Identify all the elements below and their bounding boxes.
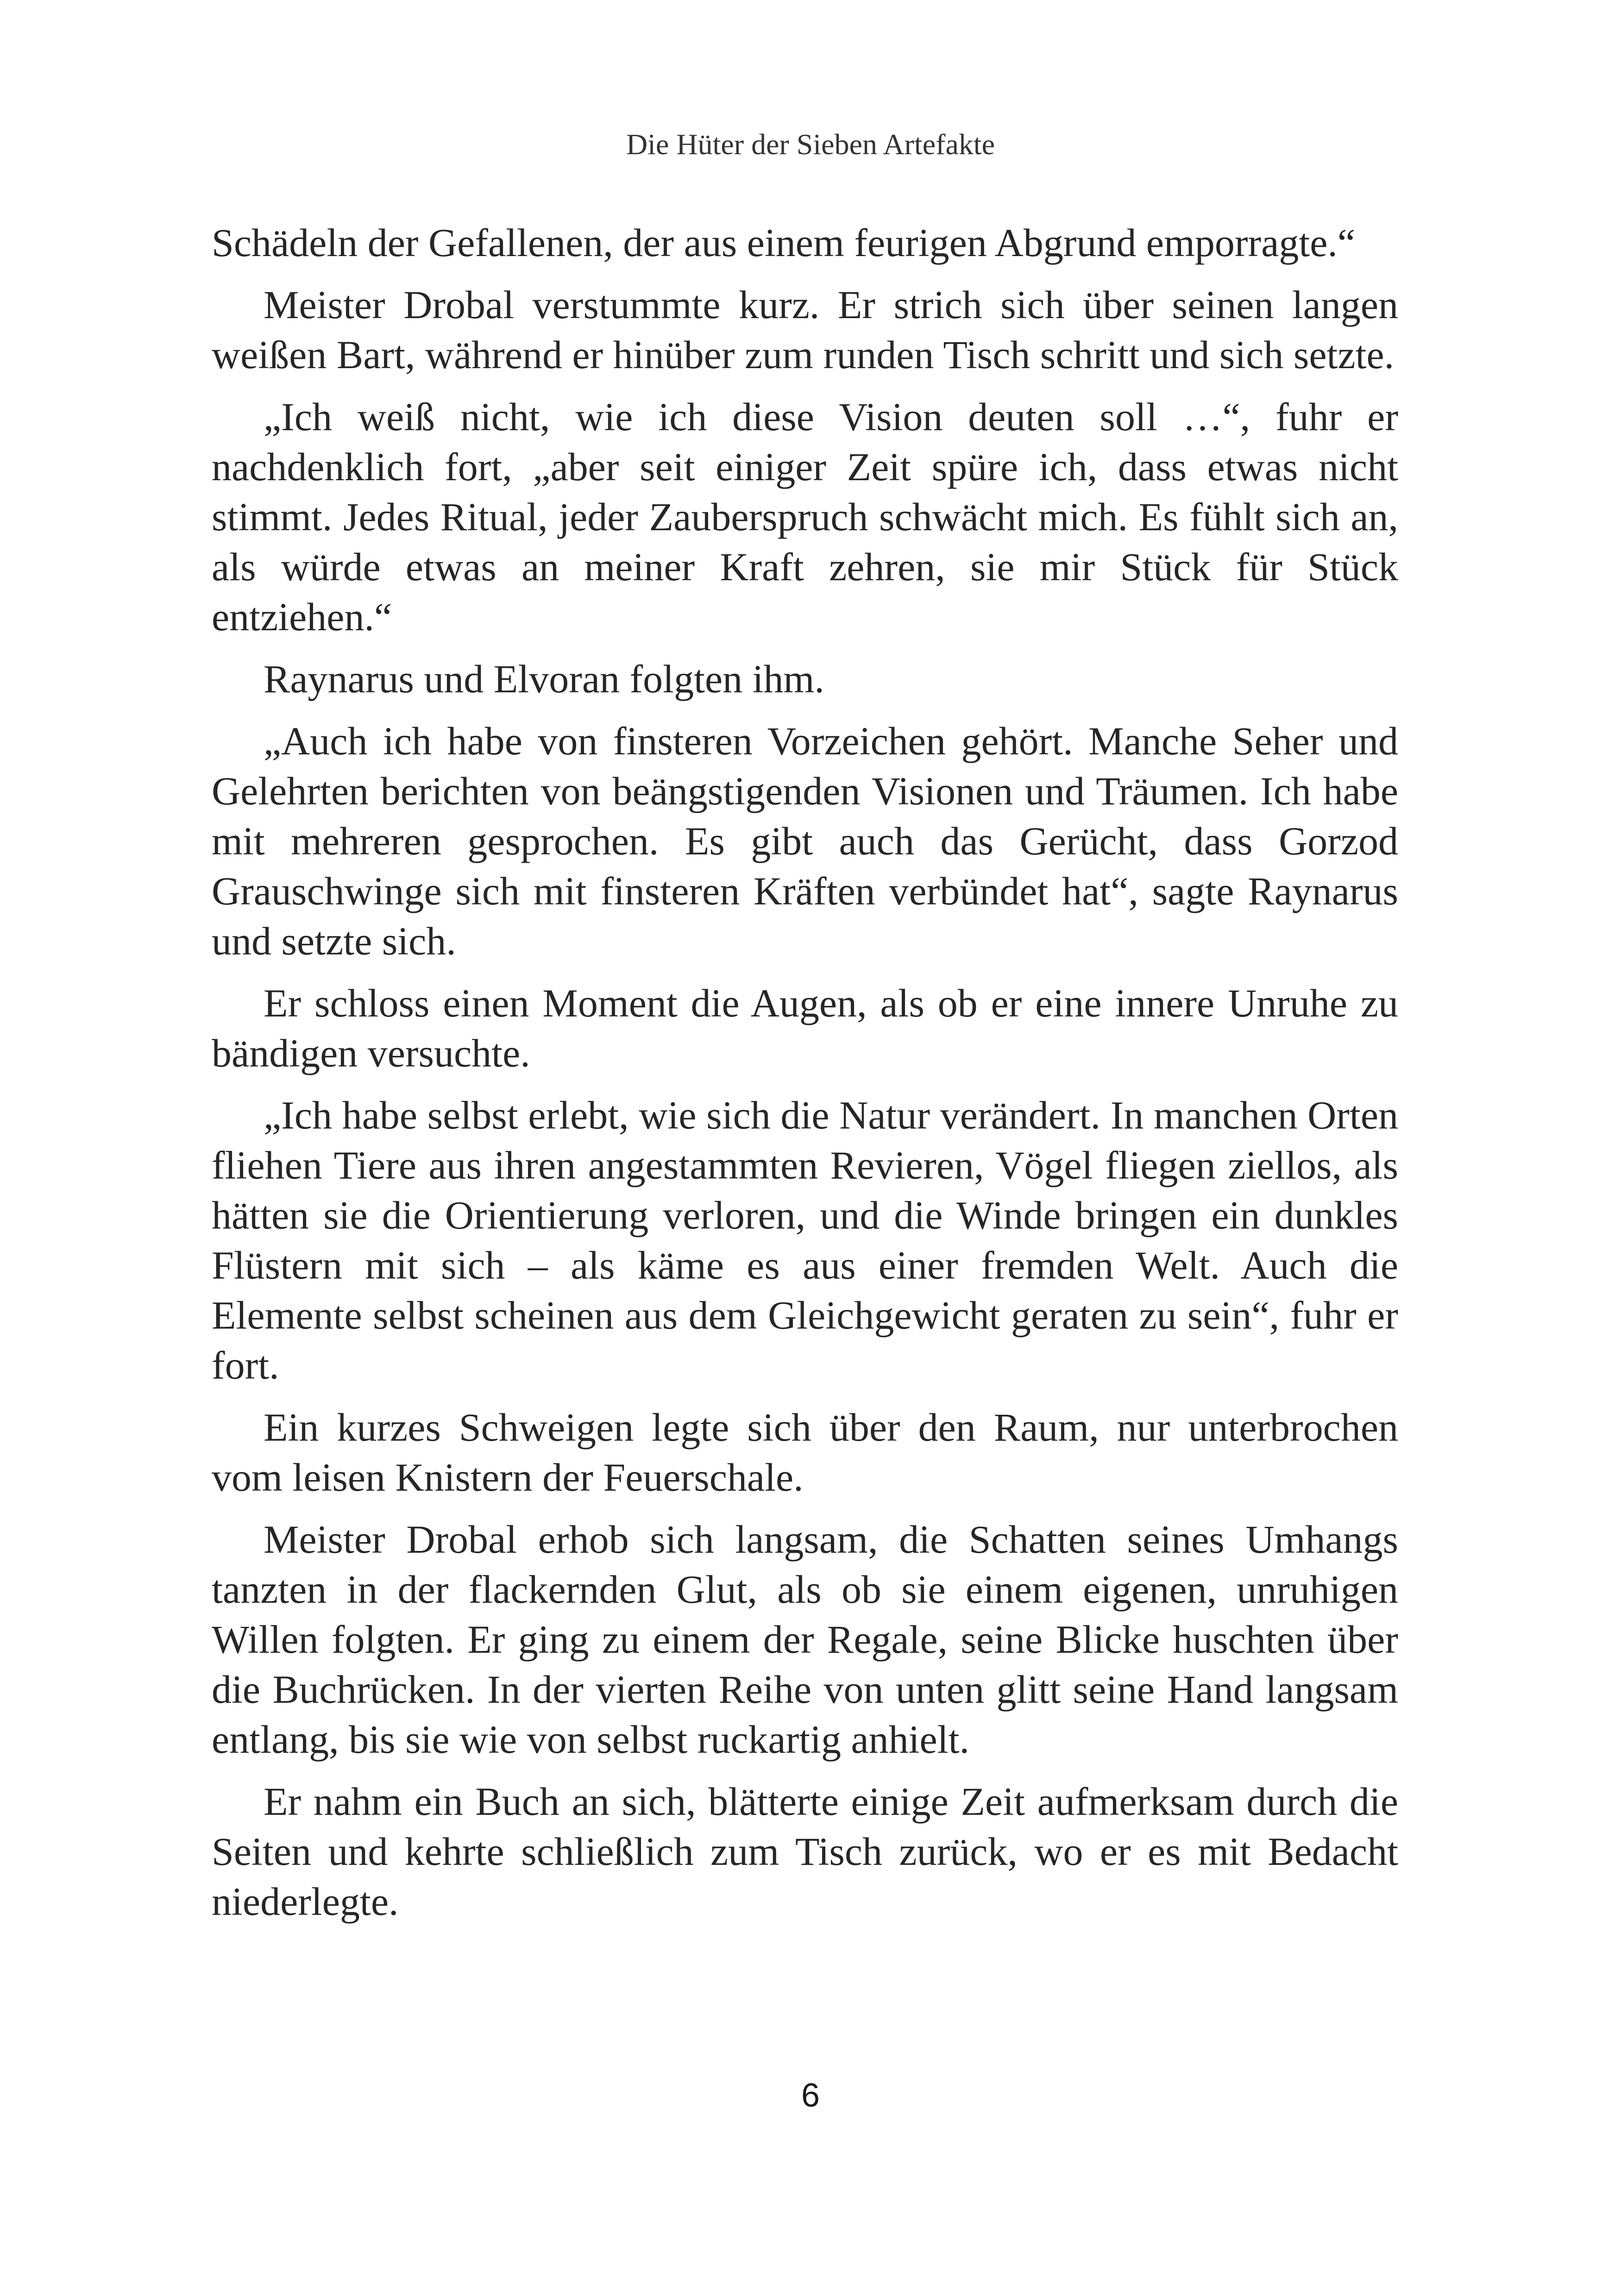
paragraph: „Ich habe selbst erlebt, wie sich die Natur verändert. In manchen Orten fliehen Tiere aus ihren angestammten Revieren, Vögel fliegen ziellos, als hätten sie die Orientierung verloren, und die Winde bringen ein dunkles Flüstern mit sich – als käme es aus einer fremden Welt. Auch die Elemente selbst scheinen aus dem Gleichgewicht geraten zu sein“, fuhr er fort. <box>212 1093 1398 1387</box>
paragraph: Raynarus und Elvoran folgten ihm. <box>264 657 824 701</box>
paragraph: „Auch ich habe von finsteren Vorzeichen gehört. Manche Seher und Gelehrten berichten von beängstigenden Visionen und Träumen. Ich habe mit mehreren gesprochen. Es gibt auch das Gerücht, dass Gorzod Grauschwinge sich mit finsteren Kräften verbündet hat“, sagte Raynarus und setzte sich. <box>212 719 1398 963</box>
paragraph: „Ich weiß nicht, wie ich diese Vision deuten soll …“, fuhr er nachdenklich fort, „aber seit einiger Zeit spüre ich, dass etwas nicht stimmt. Jedes Ritual, jeder Zauberspruch schwächt mich. Es fühlt sich an, als würde etwas an meiner Kraft zehren, sie mir Stück für Stück entziehen.“ <box>212 395 1398 639</box>
paragraph: Er schloss einen Moment die Augen, als ob er eine innere Unruhe zu bändigen versuchte. <box>212 981 1398 1075</box>
page-number: 6 <box>801 2077 820 2114</box>
running-header-title: Die Hüter der Sieben Artefakte <box>626 128 995 161</box>
body-text <box>212 218 1398 1938</box>
paragraph: Meister Drobal verstummte kurz. Er strich sich über seinen langen weißen Bart, während er hinüber zum runden Tisch schritt und sich setzte. <box>212 282 1398 377</box>
paragraph: Meister Drobal erhob sich langsam, die Schatten seines Umhangs tanzten in der flackernden Glut, als ob sie einem eigenen, unruhigen Willen folgten. Er ging zu einem der Regale, seine Blicke huschten über die Buchrücken. In der vierten Reihe von unten glitt seine Hand langsam entlang, bis sie wie von selbst ruckartig anhielt. <box>212 1517 1398 1762</box>
paragraph: Er nahm ein Buch an sich, blätterte einige Zeit aufmerksam durch die Seiten und kehrte schließlich zum Tisch zurück, wo er es mit Bedacht niederlegte. <box>212 1779 1398 1924</box>
paragraph: Schädeln der Gefallenen, der aus einem feurigen Abgrund emporragte.“ <box>212 220 1356 265</box>
paragraph: Ein kurzes Schweigen legte sich über den Raum, nur unterbrochen vom leisen Knistern der Feuerschale. <box>212 1405 1398 1499</box>
